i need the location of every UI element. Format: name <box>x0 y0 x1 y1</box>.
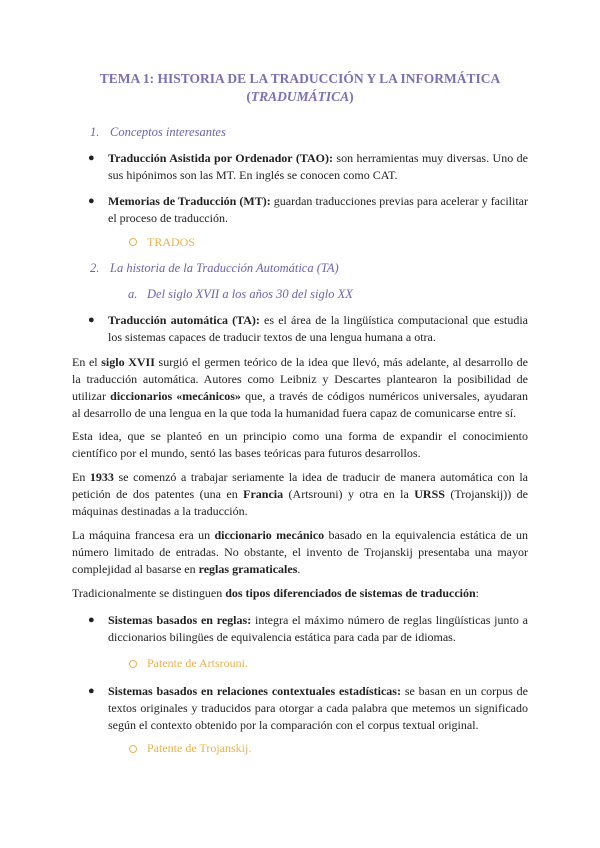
sub-bullet-circle <box>129 238 137 246</box>
bullet-ta: Traducción automática (TA): es el área de la lingüística computacional que estudia los sistemas capaces de traducir textos de una lengua humana a otra. <box>108 313 528 344</box>
bullet-dot: ● <box>88 614 95 626</box>
paragraph-tipos: Tradicionalmente se distinguen dos tipos diferenciados de sistemas de traducción: <box>72 586 479 600</box>
section-1-heading: Conceptos interesantes <box>110 125 226 139</box>
bullet-dot: ● <box>88 152 95 164</box>
section-2-heading: La historia de la Traducción Automática (TA) <box>110 261 339 275</box>
sub-item-trojanskij: Patente de Trojanskij. <box>147 741 252 755</box>
bullet-estadisticos: Sistemas basados en relaciones contextuales estadísticas: se basan en un corpus de textos originales y traducidos para otorgar a cada palabra que metemos un significado según el contexto obtenido por la comparación con el corpus textual original. <box>108 684 528 732</box>
bullet-reglas: Sistemas basados en reglas: integra el máximo número de reglas lingüísticas junto a diccionarios bilingües de equivalencia estática para cada par de idiomas. <box>108 613 528 644</box>
sub-bullet-circle <box>129 745 137 753</box>
bullet-mt: Memorias de Traducción (MT): guardan traducciones previas para acelerar y facilitar el proceso de traducción. <box>108 194 528 225</box>
bullet-dot: ● <box>88 685 95 697</box>
document-title-line1: TEMA 1: HISTORIA DE LA TRADUCCIÓN Y LA INFORMÁTICA <box>99 71 501 86</box>
sub-item-artsrouni: Patente de Artsrouni. <box>147 656 248 670</box>
paragraph-siglo-xvii: En el siglo XVII surgió el germen teórico de la idea que llevó, más adelante, al desarrollo de la traducción automática. Autores como Leibniz y Descartes plantearon la posibilidad de utilizar diccionarios «mecánicos» que, a través de códigos numéricos universales, ayudaran al desarrollo de una lengua en la que toda la humanidad fuera capaz de comunicarse entre sí. <box>72 355 529 420</box>
bullet-tao: Traducción Asistida por Ordenador (TAO): son herramientas muy diversas. Uno de sus hipónimos son las MT. En inglés se conocen como CAT. <box>108 151 528 182</box>
paragraph-1933: En 1933 se comenzó a trabajar seriamente la idea de traducir de manera automática con la petición de dos patentes (una en Francia (Artsrouni) y otra en la URSS (Trojanskij)) de máquinas destinadas a la traducción. <box>72 470 529 518</box>
sub-item-trados: TRADOS <box>147 235 196 249</box>
bullet-dot: ● <box>88 314 95 326</box>
section-2a-heading: Del siglo XVII a los años 30 del siglo XX <box>147 287 353 301</box>
paragraph-maquina: La máquina francesa era un diccionario mecánico basado en la equivalencia estática de un número limitado de entradas. No obstante, el invento de Trojanskij presentaba una mayor complejidad al basarse en reglas gramaticales. <box>72 528 529 576</box>
bullet-dot: ● <box>88 195 95 207</box>
sub-bullet-circle <box>129 660 137 668</box>
section-2a-number: a. <box>128 287 138 301</box>
document-title-line2: (TRADUMÁTICA) <box>246 89 354 104</box>
paragraph-idea: Esta idea, que se planteó en un principio como una forma de expandir el conocimiento científico por el mundo, sentó las bases teóricas para futuros desarrollos. <box>72 429 528 460</box>
section-2-number: 2. <box>90 261 100 275</box>
section-1-number: 1. <box>90 125 100 139</box>
